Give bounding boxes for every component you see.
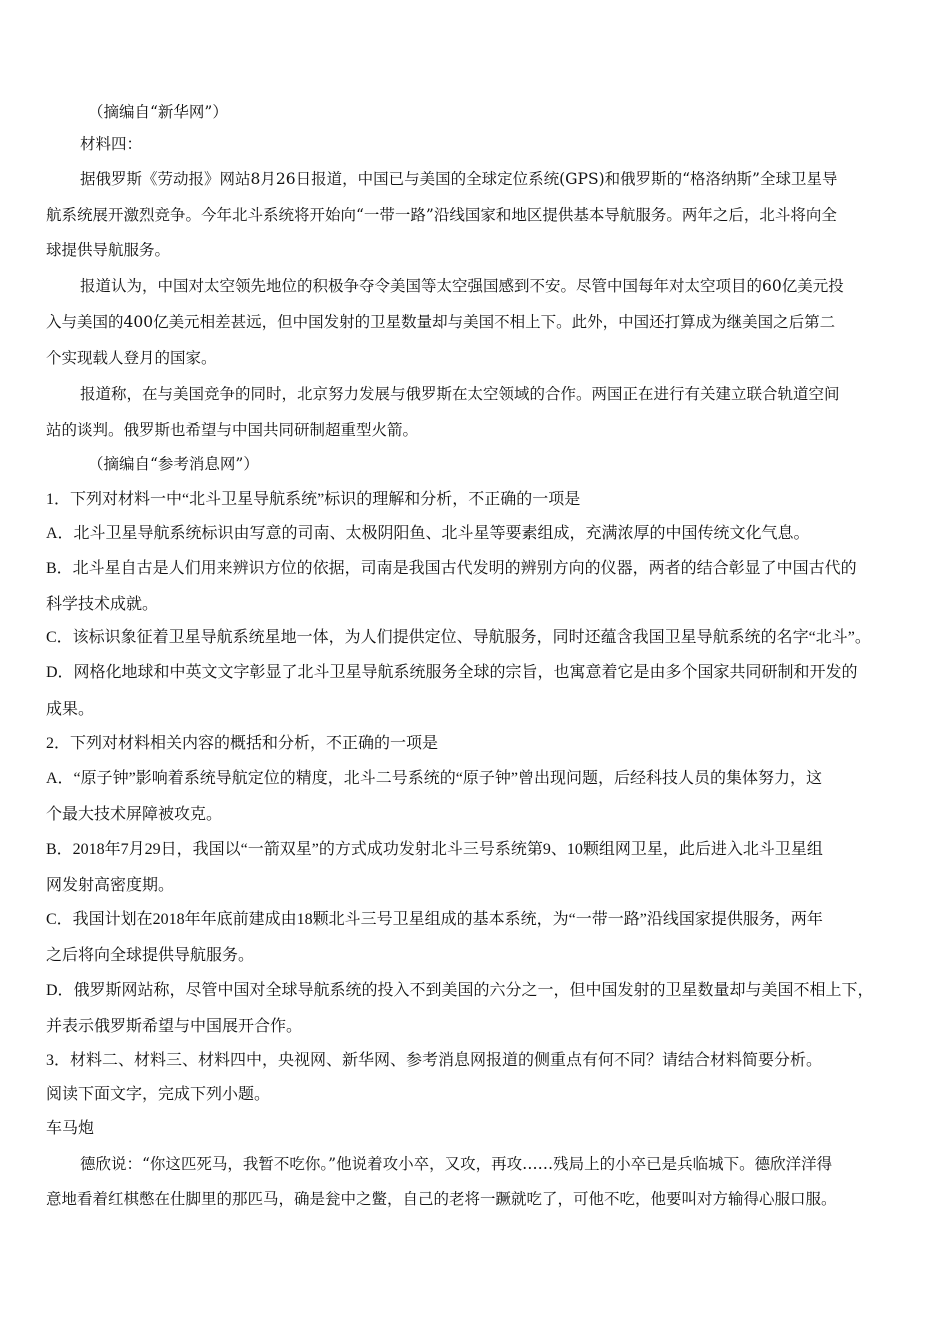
material4-p1-line3: 球提供导航服务。 [46,241,171,259]
reading-title: 车马炮 [46,1120,95,1137]
q2-option-c-line2: 之后将向全球提供导航服务。 [46,947,255,964]
material4-p2-line3: 个实现载人登月的国家。 [46,349,217,367]
q1-stem: 1．下列对材料一中“北斗卫星导航系统”标识的理解和分析，不正确的一项是 [46,491,581,508]
q2-option-d-line2: 并表示俄罗斯希望与中国展开合作。 [46,1018,303,1035]
reading-instruction: 阅读下面文字，完成下列小题。 [46,1086,271,1103]
material4-p3-line1: 报道称，在与美国竞争的同时，北京努力发展与俄罗斯在太空领域的合作。两国正在进行有关建立联合轨道空间 [80,385,840,403]
material4-heading: 材料四： [80,135,143,153]
q3-stem: 3．材料二、材料三、材料四中，央视网、新华网、参考消息网报道的侧重点有何不同？请结合材料简要分析。 [46,1052,823,1069]
q2-option-b-line2: 网发射高密度期。 [46,877,175,894]
q2-option-d-line1: D．俄罗斯网站称，尽管中国对全球导航系统的投入不到美国的六分之一，但中国发射的卫星数量却与美国不相上下， [46,982,874,999]
q1-option-d-line2: 成果。 [46,701,95,718]
q1-option-b-line2: 科学技术成就。 [46,596,159,613]
q2-option-c-line1: C．我国计划在2018年年底前建成由18颗北斗三号卫星组成的基本系统，为“一带一路”沿线国家提供服务，两年 [46,911,823,928]
q1-option-d-line1: D．网格化地球和中英文文字彰显了北斗卫星导航系统服务全球的宗旨，也寓意着它是由多个国家共同研制和开发的 [46,664,858,681]
reading-p1-line1: 德欣说：“你这匹死马，我暂不吃你。”他说着攻小卒，又攻，再攻……残局上的小卒已是兵临城下。德欣洋洋得 [80,1155,833,1173]
material4-p1-line1: 据俄罗斯《劳动报》网站8月26日报道，中国已与美国的全球定位系统(GPS)和俄罗斯的“格洛纳斯”全球卫星导 [80,170,838,188]
material4-source: （摘编自“参考消息网”） [88,455,259,473]
material4-p1-line2: 航系统展开激烈竞争。今年北斗系统将开始向“一带一路”沿线国家和地区提供基本导航服务。两年之后，北斗将向全 [46,206,837,224]
material4-p2-line1: 报道认为，中国对太空领先地位的积极争夺令美国等太空强国感到不安。尽管中国每年对太空项目的60亿美元投 [80,277,844,295]
reading-p1-line2: 意地看着红棋憋在仕脚里的那匹马，确是瓮中之鳖，自己的老将一蹶就吃了，可他不吃，他要叫对方输得心服口服。 [46,1190,837,1208]
q1-option-a: A．北斗卫星导航系统标识由写意的司南、太极阴阳鱼、北斗星等要素组成，充满浓厚的中国传统文化气息。 [46,525,810,542]
q2-option-a-line2: 个最大技术屏障被攻克。 [46,806,223,823]
q2-stem: 2．下列对材料相关内容的概括和分析，不正确的一项是 [46,735,439,752]
material4-p3-line2: 站的谈判。俄罗斯也希望与中国共同研制超重型火箭。 [46,421,419,439]
q2-option-a-line1: A．“原子钟”影响着系统导航定位的精度，北斗二号系统的“原子钟”曾出现问题，后经科技人员的集体努力，这 [46,770,822,787]
material3-source: （摘编自“新华网”） [88,103,228,121]
q1-option-b-line1: B．北斗星自古是人们用来辨识方位的依据，司南是我国古代发明的辨别方向的仪器，两者的结合彰显了中国古代的 [46,560,857,577]
q2-option-b-line1: B．2018年7月29日，我国以“一箭双星”的方式成功发射北斗三号系统第9、10颗组网卫星，此后进入北斗卫星组 [46,841,823,858]
q1-option-c: C．该标识象征着卫星导航系统星地一体，为人们提供定位、导航服务，同时还蕴含我国卫星导航系统的名字“北斗”。 [46,629,871,646]
material4-p2-line2: 入与美国的400亿美元相差甚远，但中国发射的卫星数量却与美国不相上下。此外，中国还打算成为继美国之后第二 [46,313,836,331]
